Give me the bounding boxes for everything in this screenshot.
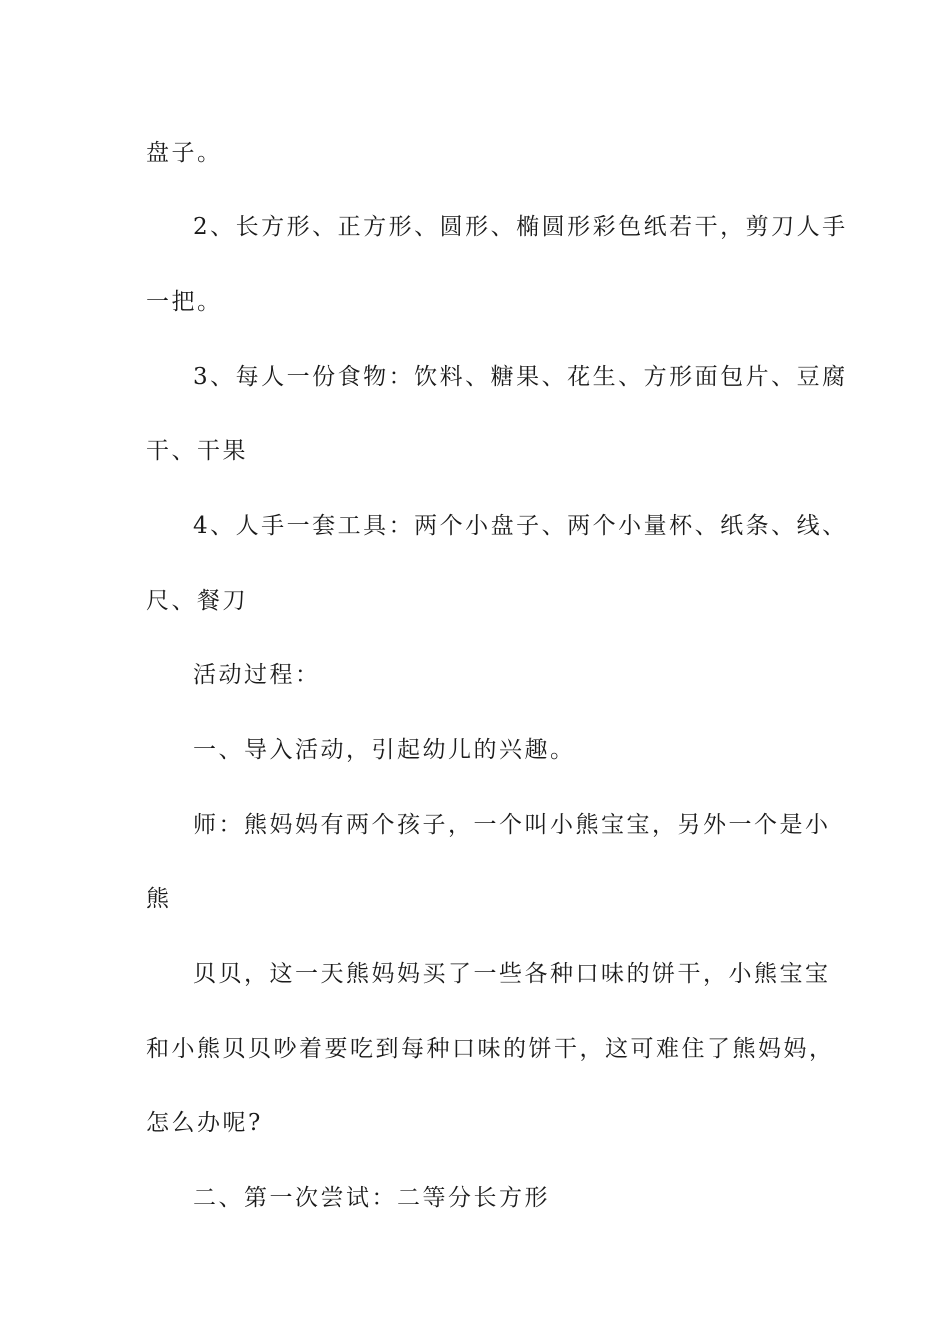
text-line-8: 活动过程： — [193, 662, 321, 688]
text-line-10: 师：熊妈妈有两个孩子，一个叫小熊宝宝，另外一个是小 — [193, 812, 831, 838]
text-line-13: 和小熊贝贝吵着要吃到每种口味的饼干，这可难住了熊妈妈， — [146, 1036, 835, 1062]
text-line-7: 尺、餐刀 — [146, 588, 248, 614]
text-line-2: 2、长方形、正方形、圆形、椭圆形彩色纸若干，剪刀人手 — [193, 214, 848, 240]
text-line-3: 一把。 — [146, 289, 223, 315]
text-line-1: 盘子。 — [146, 140, 223, 166]
text-line-11: 熊 — [146, 886, 172, 912]
text-line-14: 怎么办呢? — [146, 1110, 263, 1136]
text-line-5: 干、干果 — [146, 438, 248, 464]
text-line-9: 一、导入活动，引起幼儿的兴趣。 — [193, 737, 576, 763]
text-line-15: 二、第一次尝试：二等分长方形 — [193, 1185, 550, 1211]
text-line-4: 3、每人一份食物：饮料、糖果、花生、方形面包片、豆腐 — [193, 364, 848, 390]
text-line-6: 4、人手一套工具：两个小盘子、两个小量杯、纸条、线、 — [193, 513, 848, 539]
text-line-12: 贝贝，这一天熊妈妈买了一些各种口味的饼干，小熊宝宝 — [193, 961, 831, 987]
